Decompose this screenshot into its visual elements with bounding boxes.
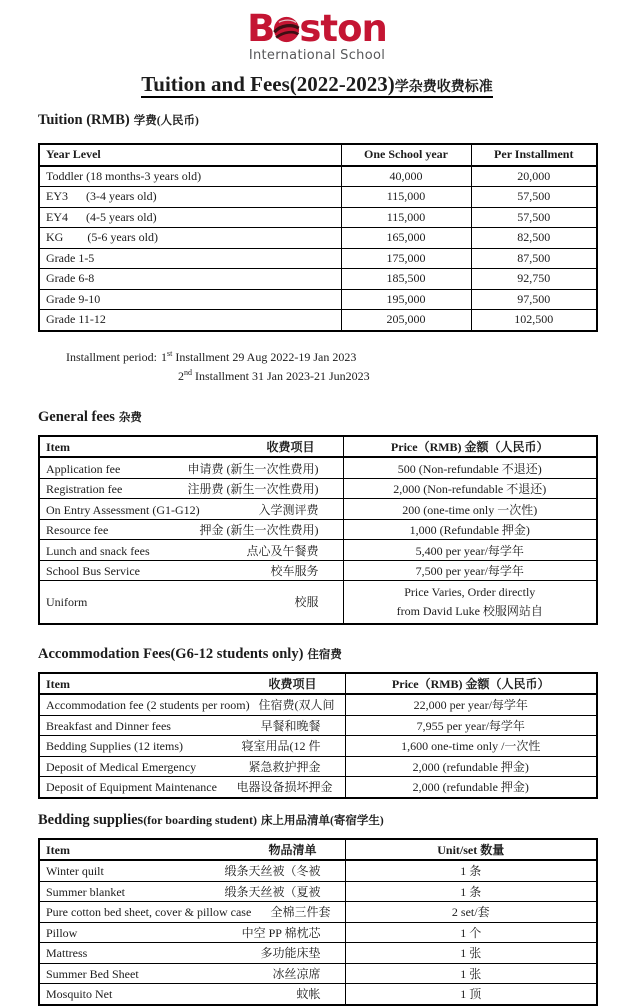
logo-letter-b: B bbox=[247, 7, 275, 50]
table-row: Grade 9-10 195,000 97,500 bbox=[39, 289, 597, 310]
logo-letters-ston: ston bbox=[299, 7, 387, 50]
tuition-section-heading: Tuition (RMB) 学费(人民币) bbox=[38, 112, 199, 128]
table-row: Bedding Supplies (12 items) 寝室用品(12 件 1,600 one-time only /一次性 bbox=[39, 736, 597, 757]
installment-note-line1: Installment period: 1st Installment 29 Aug 2022-19 Jan 2023 bbox=[66, 348, 357, 364]
globe-icon bbox=[273, 16, 300, 43]
col-price: Price（RMB) 金额（人民币） bbox=[343, 436, 597, 458]
school-logo bbox=[38, 7, 596, 63]
col-per-installment: Per Installment bbox=[471, 144, 597, 166]
col-year-level: Year Level bbox=[39, 144, 341, 166]
col-item: Item bbox=[46, 676, 70, 691]
col-price: Price（RMB) 金额（人民币） bbox=[345, 673, 597, 695]
installment-note-line2: 2nd Installment 31 Jan 2023-21 Jun2023 bbox=[178, 367, 370, 383]
document-title bbox=[38, 72, 596, 97]
col-item: Item bbox=[46, 440, 70, 455]
tuition-table bbox=[38, 143, 598, 332]
table-row: KG (5-6 years old) 165,000 82,500 bbox=[39, 228, 597, 249]
table-row: Lunch and snack fees 点心及午餐费 5,400 per year/每学年 bbox=[39, 540, 597, 561]
table-row: Grade 11-12 205,000 102,500 bbox=[39, 310, 597, 331]
col-item: Item bbox=[46, 842, 70, 857]
table-row: Grade 1-5 175,000 87,500 bbox=[39, 248, 597, 269]
col-item-zh: 收费项目 bbox=[268, 676, 317, 691]
general-header-row bbox=[39, 436, 597, 458]
tuition-header-row bbox=[39, 144, 597, 166]
table-row: Pillow 中空 PP 棉枕芯 1 个 bbox=[39, 922, 597, 943]
table-row: Summer Bed Sheet 冰丝凉席 1 张 bbox=[39, 963, 597, 984]
logo-subtitle: International School bbox=[248, 48, 386, 63]
bedding-table bbox=[38, 838, 598, 1006]
general-fees-section-heading: General fees 杂费 bbox=[38, 408, 142, 425]
table-row: Resource fee 押金 (新生一次性费用) 1,000 (Refundable 押金) bbox=[39, 519, 597, 540]
installment-note bbox=[66, 348, 596, 386]
col-item-zh: 物品清单 bbox=[268, 842, 317, 857]
table-row: Mosquito Net 蚊帐 1 顶 bbox=[39, 984, 597, 1005]
bedding-header-row bbox=[39, 839, 597, 861]
accommodation-table bbox=[38, 672, 598, 799]
table-row: School Bus Service 校车服务 7,500 per year/每学年 bbox=[39, 560, 597, 581]
table-row: Pure cotton bed sheet, cover & pillow case 全棉三件套 2 set/套 bbox=[39, 902, 597, 923]
table-row: Breakfast and Dinner fees 早餐和晚餐 7,955 per year/每学年 bbox=[39, 715, 597, 736]
bedding-section-heading: Bedding supplies(for boarding student) 床上用品清单(寄宿学生) bbox=[38, 811, 384, 828]
table-row: Grade 6-8 185,500 92,750 bbox=[39, 269, 597, 290]
title-english: Tuition and Fees(2022-2023) bbox=[141, 72, 395, 96]
accommodation-section-heading: Accommodation Fees(G6-12 students only) 住宿费 bbox=[38, 645, 342, 662]
table-row: Mattress 多功能床垫 1 张 bbox=[39, 943, 597, 964]
general-fees-table bbox=[38, 435, 598, 625]
logo-brand-text bbox=[247, 7, 387, 50]
table-row: Uniform 校服 Price Varies, Order directly from David Luke 校服网站自 bbox=[39, 581, 597, 624]
table-row: Application fee 申请费 (新生一次性费用) 500 (Non-refundable 不退还) bbox=[39, 457, 597, 478]
table-row: Accommodation fee (2 students per room) 住宿费(双人间 22,000 per year/每学年 bbox=[39, 694, 597, 715]
title-chinese: 学杂费收费标准 bbox=[394, 80, 493, 95]
table-row: Summer blanket 缎条天丝被（夏被 1 条 bbox=[39, 881, 597, 902]
col-one-school-year: One School year bbox=[341, 144, 471, 166]
table-row: Deposit of Equipment Maintenance 电器设备损坏押金 2,000 (refundable 押金) bbox=[39, 777, 597, 798]
table-row: EY3 (3-4 years old) 115,000 57,500 bbox=[39, 187, 597, 208]
table-row: Registration fee 注册费 (新生一次性费用) 2,000 (Non-refundable 不退还) bbox=[39, 478, 597, 499]
table-row: EY4 (4-5 years old) 115,000 57,500 bbox=[39, 207, 597, 228]
table-row: Toddler (18 months-3 years old) 40,000 20,000 bbox=[39, 166, 597, 187]
table-row: Deposit of Medical Emergency 紧急救护押金 2,000 (refundable 押金) bbox=[39, 756, 597, 777]
col-unit: Unit/set 数量 bbox=[345, 839, 597, 861]
table-row: On Entry Assessment (G1-G12) 入学测评费 200 (one-time only 一次性) bbox=[39, 499, 597, 520]
table-row: Winter quilt 缎条天丝被（冬被 1 条 bbox=[39, 860, 597, 881]
accommodation-header-row bbox=[39, 673, 597, 695]
col-item-zh: 收费项目 bbox=[266, 440, 315, 455]
